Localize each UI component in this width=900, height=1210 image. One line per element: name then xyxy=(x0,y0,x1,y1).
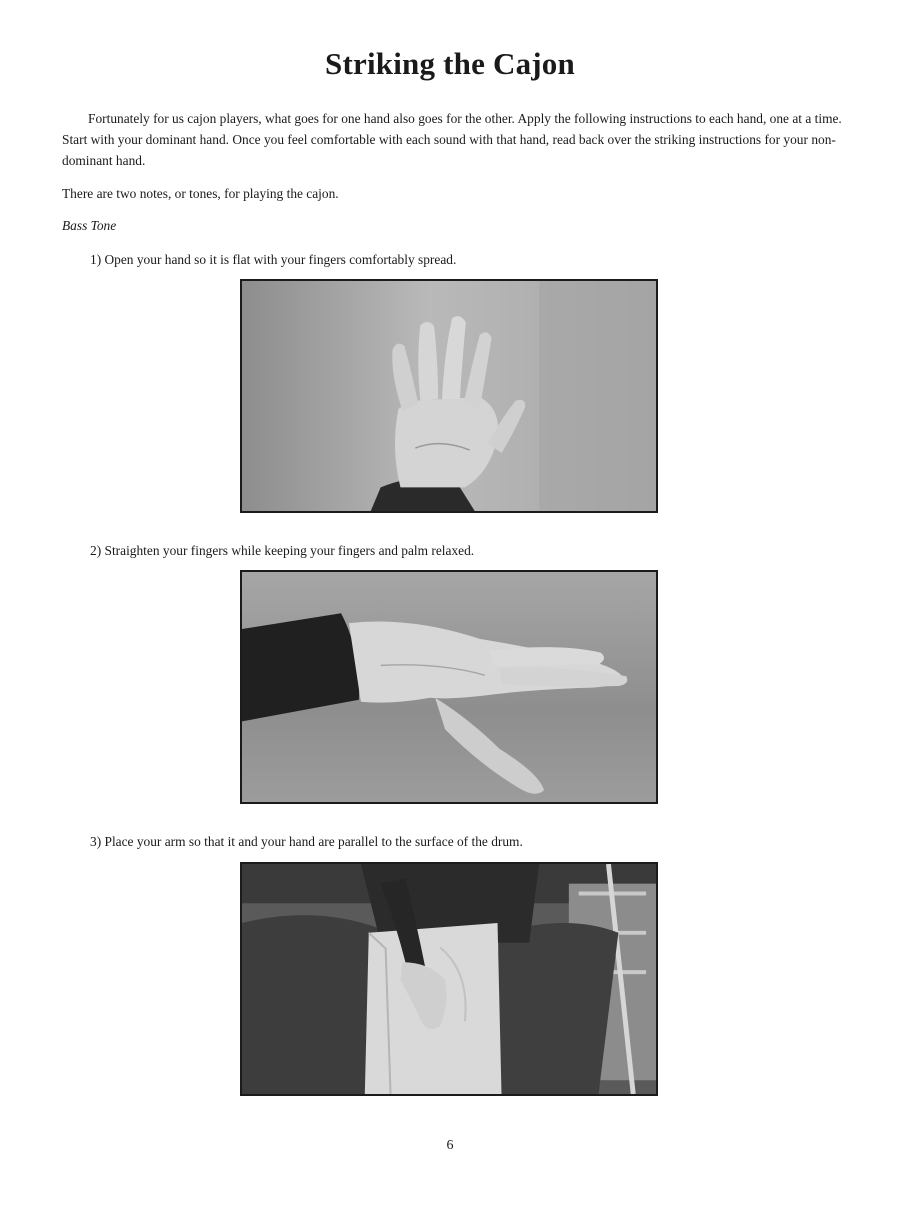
section-heading-bass-tone: Bass Tone xyxy=(62,218,117,233)
two-notes-paragraph: There are two notes, or tones, for playing the cajon. xyxy=(62,186,339,201)
page-title: Striking the Cajon xyxy=(325,46,575,81)
step-1-text: 1) Open your hand so it is flat with your fingers comfortably spread. xyxy=(90,252,457,267)
photo-arm-parallel xyxy=(240,862,658,1096)
arm-parallel-illustration xyxy=(242,864,656,1094)
hand-straight-illustration xyxy=(242,572,656,802)
page-number: 6 xyxy=(446,1138,454,1153)
photo-hand-straight xyxy=(240,570,658,804)
intro-paragraph: Fortunately for us cajon players, what goes for one hand also goes for the other. Apply the following instructions to each hand, one at a time. Start with your dominant hand. Once you feel comfortable with each sound with that hand, read back over the striking instructions for your non-dominant hand. xyxy=(62,111,842,168)
photo-hand-open xyxy=(240,279,658,513)
step-2-text: 2) Straighten your fingers while keeping your fingers and palm relaxed. xyxy=(90,543,475,558)
hand-open-illustration xyxy=(242,281,656,511)
step-3-text: 3) Place your arm so that it and your hand are parallel to the surface of the drum. xyxy=(90,834,523,849)
